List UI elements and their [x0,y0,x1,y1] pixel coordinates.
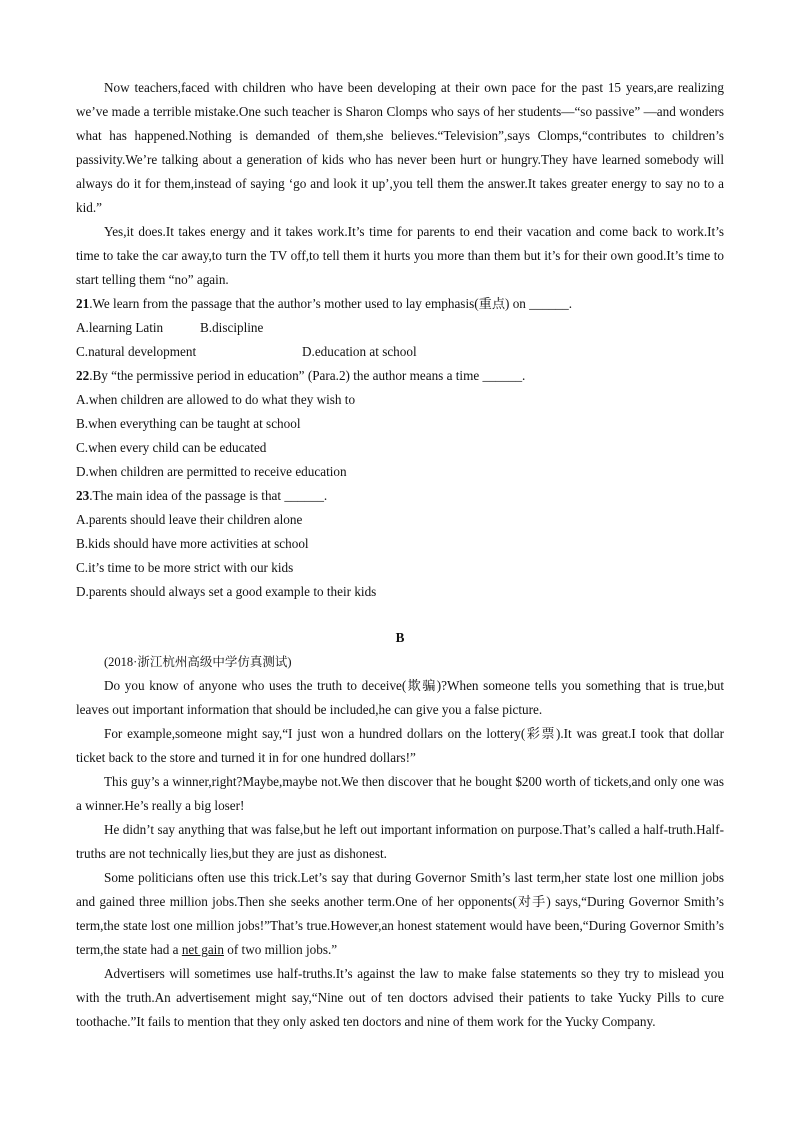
question-number: 22 [76,368,90,383]
option-c: C.when every child can be educated [76,440,267,455]
question-number: 23 [76,488,90,503]
option-c: C.natural development [76,344,197,359]
passage-b-paragraph-1: Do you know of anyone who uses the truth to deceive(欺骗)?When someone tells you something that is true,but leaves out important information that should be included,he can give you a false picture. [76,678,724,717]
question-number: 21 [76,296,90,311]
option-d: D.education at school [302,344,417,359]
option-b: B.when everything can be taught at school [76,416,301,431]
option-d: D.parents should always set a good example to their kids [76,584,377,599]
question-21-options-row-2 [76,340,724,364]
passage-source: (2018·浙江杭州高级中学仿真测试) [104,655,292,669]
question-23-stem [76,484,724,508]
passage-b-paragraph-6: Advertisers will sometimes use half-truths.It’s against the law to make false statements so they try to mislead you with the truth.An advertisement might say,“Nine out of ten doctors advised their patients to take Yucky Pills to cure toothache.”It fails to mention that they only asked ten doctors and nine of them work for the Yucky Company. [76,966,724,1029]
section-title-b: B [395,630,405,645]
question-21-stem [76,292,724,316]
question-text: .We learn from the passage that the author’s mother used to lay emphasis(重点) on ______. [89,296,573,311]
passage-a-paragraph-2: Yes,it does.It takes energy and it takes work.It’s time for parents to end their vacation and come back to work.It’s time to take the car away,to turn the TV off,to tell them it hurts you more than them but it’s for their own good.It’s time to start telling them “no” again. [76,224,724,287]
passage-b-paragraph-3: This guy’s a winner,right?Maybe,maybe not.We then discover that he bought $200 worth of tickets,and only one was a winner.He’s really a big loser! [76,774,724,813]
option-c: C.it’s time to be more strict with our kids [76,560,294,575]
passage-b-paragraph-2: For example,someone might say,“I just won a hundred dollars on the lottery(彩票).It was great.I took that dollar ticket back to the store and turned it in for one hundred dollars!” [76,726,724,765]
option-b: B.kids should have more activities at school [76,536,309,551]
page-content [76,76,724,1034]
passage-a-paragraph-1: Now teachers,faced with children who have been developing at their own pace for the past 15 years,are realizing we’ve made a terrible mistake.One such teacher is Sharon Clomps who says of her students—“so passive” —and wonders what has happened.Nothing is demanded of them,she believes.“Television”,says Clomps,“contributes to children’s passivity.We’re talking about a generation of kids who has never been hurt or hungry.They have learned somebody will always do it for them,instead of saying ‘go and look it up’,you tell them the answer.It takes greater energy to say no to a kid.” [76,80,724,215]
underlined-phrase: net gain [181,942,224,957]
question-text: .By “the permissive period in education” (Para.2) the author means a time ______. [89,368,526,383]
option-a: A.learning Latin [76,320,164,335]
passage-b-paragraph-4: He didn’t say anything that was false,but he left out important information on purpose.That’s called a half-truth.Half-truths are not technically lies,but they are just as dishonest. [76,822,724,861]
paragraph-text: of two million jobs.” [223,942,338,957]
option-a: A.when children are allowed to do what they wish to [76,392,356,407]
question-text: .The main idea of the passage is that ______. [89,488,328,503]
paragraph-text: Some politicians often use this trick.Let’s say that during Governor Smith’s last term,her state lost one million jobs and gained three million jobs.Then she seeks another term.One of her opponents(对手) says,“During Governor Smith’s term,the state lost one million jobs!”That’s true.However,an honest statement would have been,“During Governor Smith’s term,the state had a [76,870,724,957]
question-21-options-row-1 [76,316,724,340]
option-d: D.when children are permitted to receive education [76,464,347,479]
passage-b-paragraph-5 [76,866,724,962]
option-a: A.parents should leave their children alone [76,512,303,527]
question-22-stem [76,364,724,388]
option-b: B.discipline [200,320,264,335]
